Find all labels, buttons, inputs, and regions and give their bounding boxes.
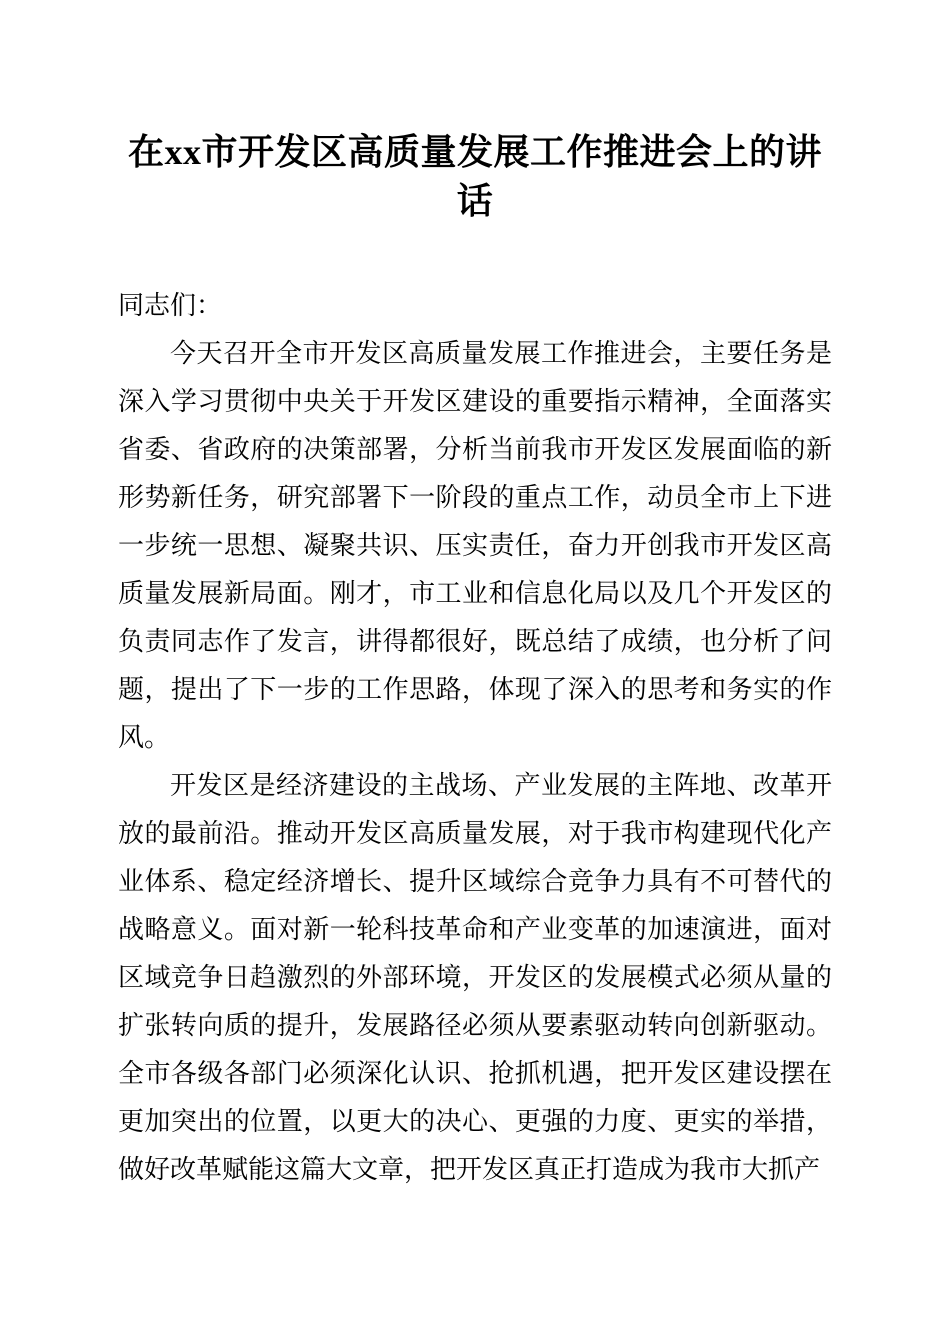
document-title: 在xx市开发区高质量发展工作推进会上的讲话 — [127, 132, 822, 221]
salutation-line: 同志们： — [118, 290, 223, 320]
body-paragraph-1: 今天召开全市开发区高质量发展工作推进会，主要任务是深入学习贯彻中央关于开发区建设的重要指示精神，全面落实省委、省政府的决策部署，分析当前我市开发区发展面临的新形势新任务，研究部署下一阶段的重点工作，动员全市上下进一步统一思想、凝聚共识、压实责任，奋力开创我市开发区高质量发展新局面。刚才，市工业和信息化局以及几个开发区的负责同志作了发言，讲得都很好，既总结了成绩，也分析了问题，提出了下一步的工作思路，体现了深入的思考和务实的作风。 — [118, 338, 832, 752]
document-body — [118, 282, 832, 1194]
body-paragraph-2: 开发区是经济建设的主战场、产业发展的主阵地、改革开放的最前沿。推动开发区高质量发展，对于我市构建现代化产业体系、稳定经济增长、提升区域综合竞争力具有不可替代的战略意义。面对新一轮科技革命和产业变革的加速演进，面对区域竞争日趋激烈的外部环境，开发区的发展模式必须从量的扩张转向质的提升，发展路径必须从要素驱动转向创新驱动。全市各级各部门必须深化认识、抢抓机遇，把开发区建设摆在更加突出的位置，以更大的决心、更强的力度、更实的举措，做好改革赋能这篇大文章，把开发区真正打造成为我市大抓产 — [118, 770, 832, 1184]
